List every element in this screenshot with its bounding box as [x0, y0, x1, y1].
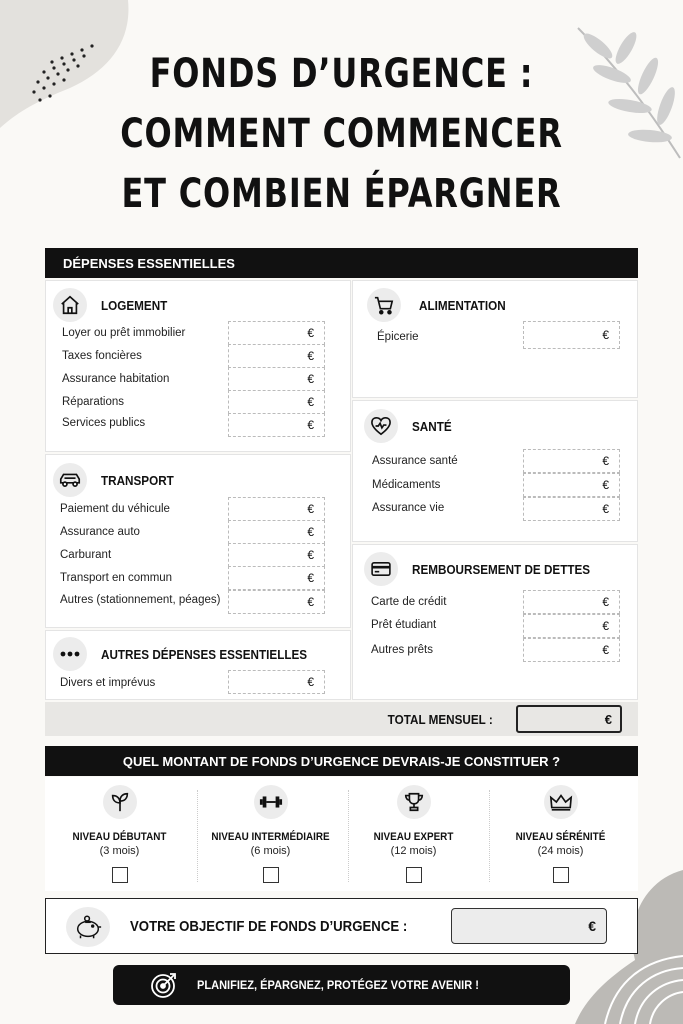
sante-title: SANTÉ	[412, 418, 452, 434]
row-label: Assurance habitation	[62, 373, 170, 385]
logement-field-2[interactable]	[228, 344, 325, 368]
question-header-label: QUEL MONTANT DE FONDS D’URGENCE DEVRAIS-JE CONSTITUER ?	[122, 753, 561, 769]
sante-field-1[interactable]	[523, 449, 620, 473]
question-header	[45, 746, 638, 776]
level-expert	[341, 785, 486, 883]
title-line-3: ET COMBIEN ÉPARGNER	[121, 171, 562, 217]
logement-row-1	[62, 321, 185, 345]
row-label: Loyer ou prêt immobilier	[62, 327, 186, 339]
alimentation-row-1	[377, 325, 419, 349]
objective-field[interactable]	[451, 908, 607, 944]
dettes-field-1[interactable]	[523, 590, 620, 614]
level-name: NIVEAU SÉRÉNITÉ	[515, 831, 606, 843]
sante-header	[364, 409, 456, 443]
level-name: NIVEAU DÉBUTANT	[72, 831, 167, 843]
level-debutant-checkbox[interactable]	[112, 867, 128, 883]
row-label: Autres prêts	[371, 644, 433, 656]
transport-row-4	[60, 566, 172, 590]
transport-header	[53, 463, 182, 497]
total-label: TOTAL MENSUEL :	[387, 712, 493, 727]
logement-field-1[interactable]	[228, 321, 325, 345]
sante-row-2	[372, 473, 440, 497]
level-serenite-checkbox[interactable]	[553, 867, 569, 883]
objective-box	[45, 898, 638, 954]
logement-field-5[interactable]	[228, 413, 325, 437]
currency-symbol: €	[604, 711, 612, 727]
car-icon	[53, 463, 87, 497]
autres-title: AUTRES DÉPENSES ESSENTIELLES	[101, 646, 308, 662]
sante-row-3	[372, 496, 444, 520]
currency-symbol: €	[602, 619, 609, 633]
title-line-2: COMMENT COMMENCER	[120, 111, 563, 157]
currency-symbol: €	[602, 478, 609, 492]
logement-row-3	[62, 367, 169, 391]
row-label: Assurance vie	[372, 502, 445, 514]
transport-row-1	[60, 497, 170, 521]
row-label: Prêt étudiant	[371, 619, 437, 631]
transport-row-2	[60, 520, 140, 544]
level-intermediaire	[198, 785, 343, 883]
transport-field-3[interactable]	[228, 543, 325, 567]
essentials-header-label: DÉPENSES ESSENTIELLES	[63, 255, 235, 271]
logement-header	[53, 288, 175, 322]
total-row	[45, 702, 638, 736]
cart-icon	[367, 288, 401, 322]
currency-symbol: €	[307, 548, 314, 562]
row-label: Taxes foncières	[62, 350, 142, 362]
currency-symbol: €	[602, 643, 609, 657]
level-intermediaire-checkbox[interactable]	[263, 867, 279, 883]
level-serenite	[488, 785, 633, 883]
dettes-row-3	[371, 638, 433, 662]
dettes-field-3[interactable]	[523, 638, 620, 662]
level-duration: (24 mois)	[537, 845, 584, 857]
trophy-icon	[397, 785, 431, 819]
footer-banner	[113, 965, 570, 1005]
currency-symbol: €	[307, 349, 314, 363]
level-name: NIVEAU EXPERT	[373, 831, 454, 843]
title-line-1: FONDS D’URGENCE :	[149, 51, 534, 97]
currency-symbol: €	[307, 502, 314, 516]
row-label: Assurance santé	[372, 455, 458, 467]
page-title	[0, 44, 683, 224]
transport-row-5	[60, 588, 220, 612]
objective-label: VOTRE OBJECTIF DE FONDS D’URGENCE :	[130, 918, 408, 935]
row-label: Épicerie	[377, 331, 419, 343]
row-label: Réparations	[62, 396, 125, 408]
transport-field-1[interactable]	[228, 497, 325, 521]
target-icon	[149, 970, 179, 1000]
row-label: Divers et imprévus	[60, 677, 156, 689]
logement-row-2	[62, 344, 142, 368]
sante-field-3[interactable]	[523, 497, 620, 521]
sprout-icon	[103, 785, 137, 819]
credit-card-icon	[364, 552, 398, 586]
sante-field-2[interactable]	[523, 473, 620, 497]
logement-field-3[interactable]	[228, 367, 325, 391]
row-label: Paiement du véhicule	[60, 503, 170, 515]
row-label: Assurance auto	[60, 526, 140, 538]
house-icon	[53, 288, 87, 322]
crown-icon	[544, 785, 578, 819]
currency-symbol: €	[602, 595, 609, 609]
dettes-row-1	[371, 590, 446, 614]
dettes-row-2	[371, 613, 436, 637]
dettes-title: REMBOURSEMENT DE DETTES	[412, 561, 591, 577]
currency-symbol: €	[307, 326, 314, 340]
transport-field-2[interactable]	[228, 520, 325, 544]
piggy-bank-icon	[66, 907, 110, 947]
currency-symbol: €	[602, 454, 609, 468]
alimentation-title: ALIMENTATION	[419, 297, 506, 313]
transport-title: TRANSPORT	[101, 472, 174, 488]
essentials-header	[45, 248, 638, 278]
alimentation-field-1[interactable]	[523, 321, 620, 349]
row-label: Transport en commun	[60, 572, 173, 584]
currency-symbol: €	[307, 525, 314, 539]
logement-row-5	[62, 411, 145, 435]
dettes-field-2[interactable]	[523, 614, 620, 638]
dettes-header	[364, 552, 610, 586]
currency-symbol: €	[307, 571, 314, 585]
currency-symbol: €	[602, 502, 609, 516]
currency-symbol: €	[602, 328, 609, 342]
row-label: Services publics	[62, 417, 146, 429]
sante-row-1	[372, 449, 458, 473]
autres-field-1[interactable]	[228, 670, 325, 694]
currency-symbol: €	[307, 595, 314, 609]
total-field[interactable]	[516, 705, 622, 733]
currency-symbol: €	[307, 395, 314, 409]
logement-field-4[interactable]	[228, 390, 325, 414]
transport-field-5[interactable]	[228, 590, 325, 614]
currency-symbol: €	[307, 372, 314, 386]
autres-row-1	[60, 671, 155, 695]
level-duration: (12 mois)	[390, 845, 437, 857]
currency-symbol: €	[588, 918, 596, 934]
logement-title: LOGEMENT	[101, 297, 168, 313]
level-name: NIVEAU INTERMÉDIAIRE	[211, 831, 330, 843]
alimentation-header	[367, 288, 515, 322]
autres-header	[53, 637, 330, 671]
row-label: Médicaments	[372, 479, 441, 491]
row-label: Carte de crédit	[371, 596, 447, 608]
row-label: Autres (stationnement, péages)	[60, 594, 221, 606]
transport-row-3	[60, 543, 111, 567]
transport-field-4[interactable]	[228, 566, 325, 590]
level-debutant	[47, 785, 192, 883]
dumbbell-icon	[254, 785, 288, 819]
level-duration: (3 mois)	[99, 845, 140, 857]
footer-banner-label: PLANIFIEZ, ÉPARGNEZ, PROTÉGEZ VOTRE AVENIR !	[197, 978, 479, 992]
heart-pulse-icon	[364, 409, 398, 443]
currency-symbol: €	[307, 675, 314, 689]
currency-symbol: €	[307, 418, 314, 432]
row-label: Carburant	[60, 549, 112, 561]
level-duration: (6 mois)	[250, 845, 291, 857]
dots-icon	[53, 637, 87, 671]
level-expert-checkbox[interactable]	[406, 867, 422, 883]
